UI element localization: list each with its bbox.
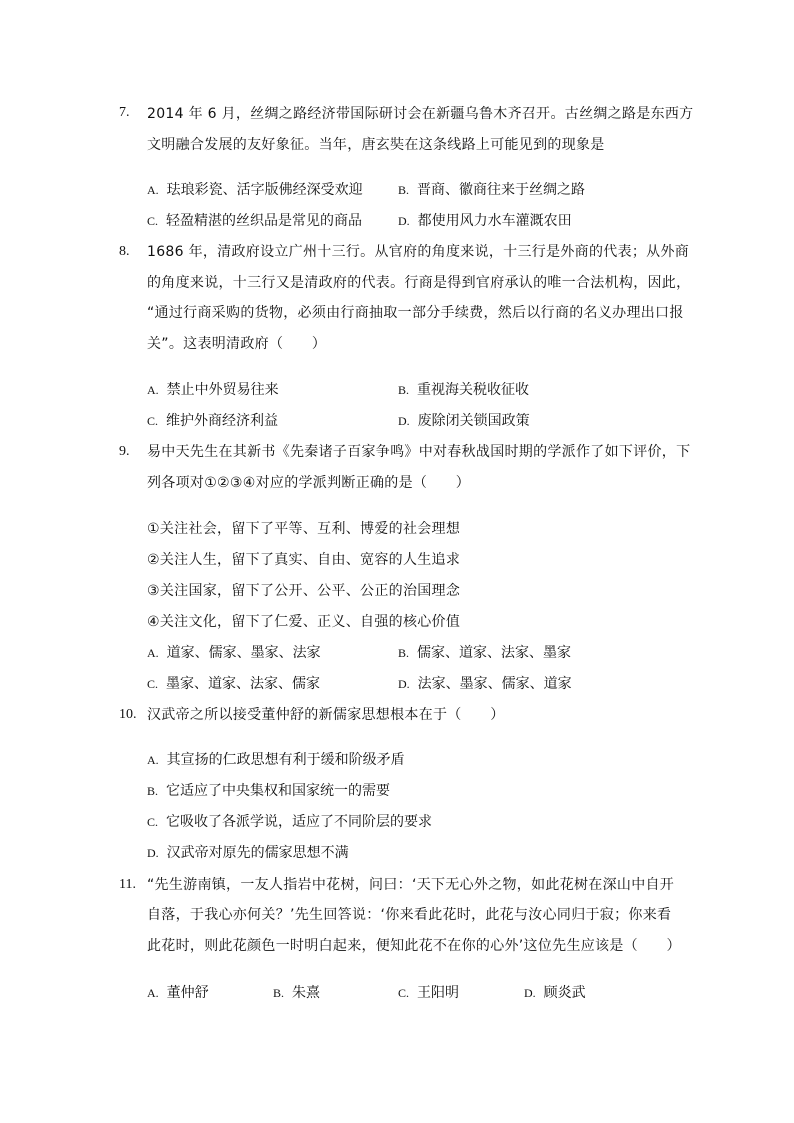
option-text: 其宣扬的仁政思想有利于缓和阶级矛盾 — [166, 752, 405, 768]
option-label: C. — [147, 214, 159, 228]
question-text-line: 汉武帝之所以接受董仲舒的新儒家思想根本在于（ ） — [147, 707, 505, 723]
statement: ③关注国家，留下了公开、公平、公正的治国理念 — [147, 583, 461, 599]
option-label: B. — [147, 784, 159, 798]
option-label: B. — [273, 986, 285, 1000]
option-d[interactable] — [398, 673, 572, 693]
statement: ①关注社会，留下了平等、互利、博爱的社会理想 — [147, 521, 461, 537]
option-text: 道家、儒家、墨家、法家 — [166, 645, 321, 661]
option-text: 晋商、徽商往来于丝绸之路 — [417, 182, 586, 198]
option-text: 禁止中外贸易往来 — [166, 382, 279, 398]
option-text: 珐琅彩瓷、活字版佛经深受欢迎 — [166, 182, 363, 198]
option-label: A. — [147, 753, 159, 767]
question-text-line: 关”。这表明清政府（ ） — [147, 336, 327, 352]
option-text: 轻盈精湛的丝织品是常见的商品 — [166, 213, 363, 229]
option-text: 儒家、道家、法家、墨家 — [417, 645, 572, 661]
option-text: 顾炎武 — [543, 985, 586, 1001]
question-text-line: 2014 年 6 月，丝绸之路经济带国际研讨会在新疆乌鲁木齐召开。古丝绸之路是东西方 — [147, 106, 694, 122]
option-label: D. — [398, 677, 410, 691]
question-text-line: 的角度来说，十三行又是清政府的代表。行商是得到官府承认的唯一合法机构，因此， — [147, 275, 691, 291]
option-text: 它适应了中央集权和国家统一的需要 — [166, 783, 391, 799]
option-c[interactable] — [398, 982, 459, 1002]
option-text: 汉武帝对原先的儒家思想不满 — [166, 845, 349, 861]
question-text-line: 列各项对①②③④对应的学派判断正确的是（ ） — [147, 475, 471, 491]
option-text: 法家、墨家、儒家、道家 — [417, 676, 572, 692]
option-label: A. — [147, 986, 159, 1000]
option-a[interactable] — [147, 179, 363, 199]
option-label: D. — [524, 986, 536, 1000]
option-b[interactable] — [147, 780, 390, 800]
option-text: 都使用风力水车灌溉农田 — [417, 213, 572, 229]
option-label: C. — [398, 986, 410, 1000]
option-b[interactable] — [273, 982, 320, 1002]
option-label: D. — [147, 846, 159, 860]
option-b[interactable] — [398, 642, 571, 662]
option-c[interactable] — [147, 410, 278, 430]
option-d[interactable] — [147, 842, 349, 862]
option-b[interactable] — [398, 179, 585, 199]
option-text: 废除闭关锁国政策 — [417, 413, 530, 429]
question-text-line: 自落，于我心亦何关？’先生回答说：‘你来看此花时，此花与汝心同归于寂；你来看 — [147, 907, 672, 923]
option-a[interactable] — [147, 379, 279, 399]
option-label: B. — [398, 183, 410, 197]
option-text: 王阳明 — [417, 985, 460, 1001]
option-a[interactable] — [147, 642, 321, 662]
option-c[interactable] — [147, 811, 432, 831]
option-c[interactable] — [147, 673, 320, 693]
statement: ②关注人生，留下了真实、自由、宽容的人生追求 — [147, 552, 461, 568]
option-d[interactable] — [398, 410, 530, 430]
option-a[interactable] — [147, 749, 405, 769]
option-text: 朱熹 — [292, 985, 321, 1001]
option-a[interactable] — [147, 982, 209, 1002]
option-label: A. — [147, 183, 159, 197]
statement: ④关注文化，留下了仁爱、正义、自强的核心价值 — [147, 614, 461, 630]
question-text-line: “通过行商采购的货物，必须由行商抽取一部分手续费，然后以行商的名义办理出口报 — [147, 305, 684, 321]
option-d[interactable] — [524, 982, 586, 1002]
option-text: 维护外商经济利益 — [166, 413, 279, 429]
question-text-line: 文明融合发展的友好象征。当年，唐玄奘在这条线路上可能见到的现象是 — [147, 137, 605, 153]
option-label: C. — [147, 815, 159, 829]
question-number: 8. — [119, 244, 130, 259]
question-text-line: 此花时，则此花颜色一时明白起来，便知此花不在你的心外’这位先生应该是（ ） — [147, 938, 681, 954]
question-text-line: “先生游南镇，一友人指岩中花树，问曰：‘天下无心外之物，如此花树在深山中自开 — [147, 877, 675, 893]
question-number: 10. — [119, 707, 137, 722]
option-label: B. — [398, 383, 410, 397]
option-text: 墨家、道家、法家、儒家 — [166, 676, 321, 692]
option-label: D. — [398, 214, 410, 228]
option-label: B. — [398, 646, 410, 660]
question-text-line: 1686 年，清政府设立广州十三行。从官府的角度来说，十三行是外商的代表；从外商 — [147, 244, 690, 260]
option-d[interactable] — [398, 210, 572, 230]
option-text: 它吸收了各派学说，适应了不同阶层的要求 — [166, 814, 433, 830]
option-b[interactable] — [398, 379, 529, 399]
question-number: 9. — [119, 444, 130, 459]
option-label: A. — [147, 383, 159, 397]
option-label: C. — [147, 414, 159, 428]
option-label: C. — [147, 677, 159, 691]
question-number: 7. — [119, 105, 130, 120]
option-label: D. — [398, 414, 410, 428]
option-text: 重视海关税收征收 — [417, 382, 530, 398]
question-number: 11. — [119, 877, 136, 892]
option-label: A. — [147, 646, 159, 660]
option-c[interactable] — [147, 210, 362, 230]
option-text: 董仲舒 — [166, 985, 209, 1001]
question-text-line: 易中天先生在其新书《先秦诸子百家争鸣》中对春秋战国时期的学派作了如下评价，下 — [147, 444, 691, 460]
